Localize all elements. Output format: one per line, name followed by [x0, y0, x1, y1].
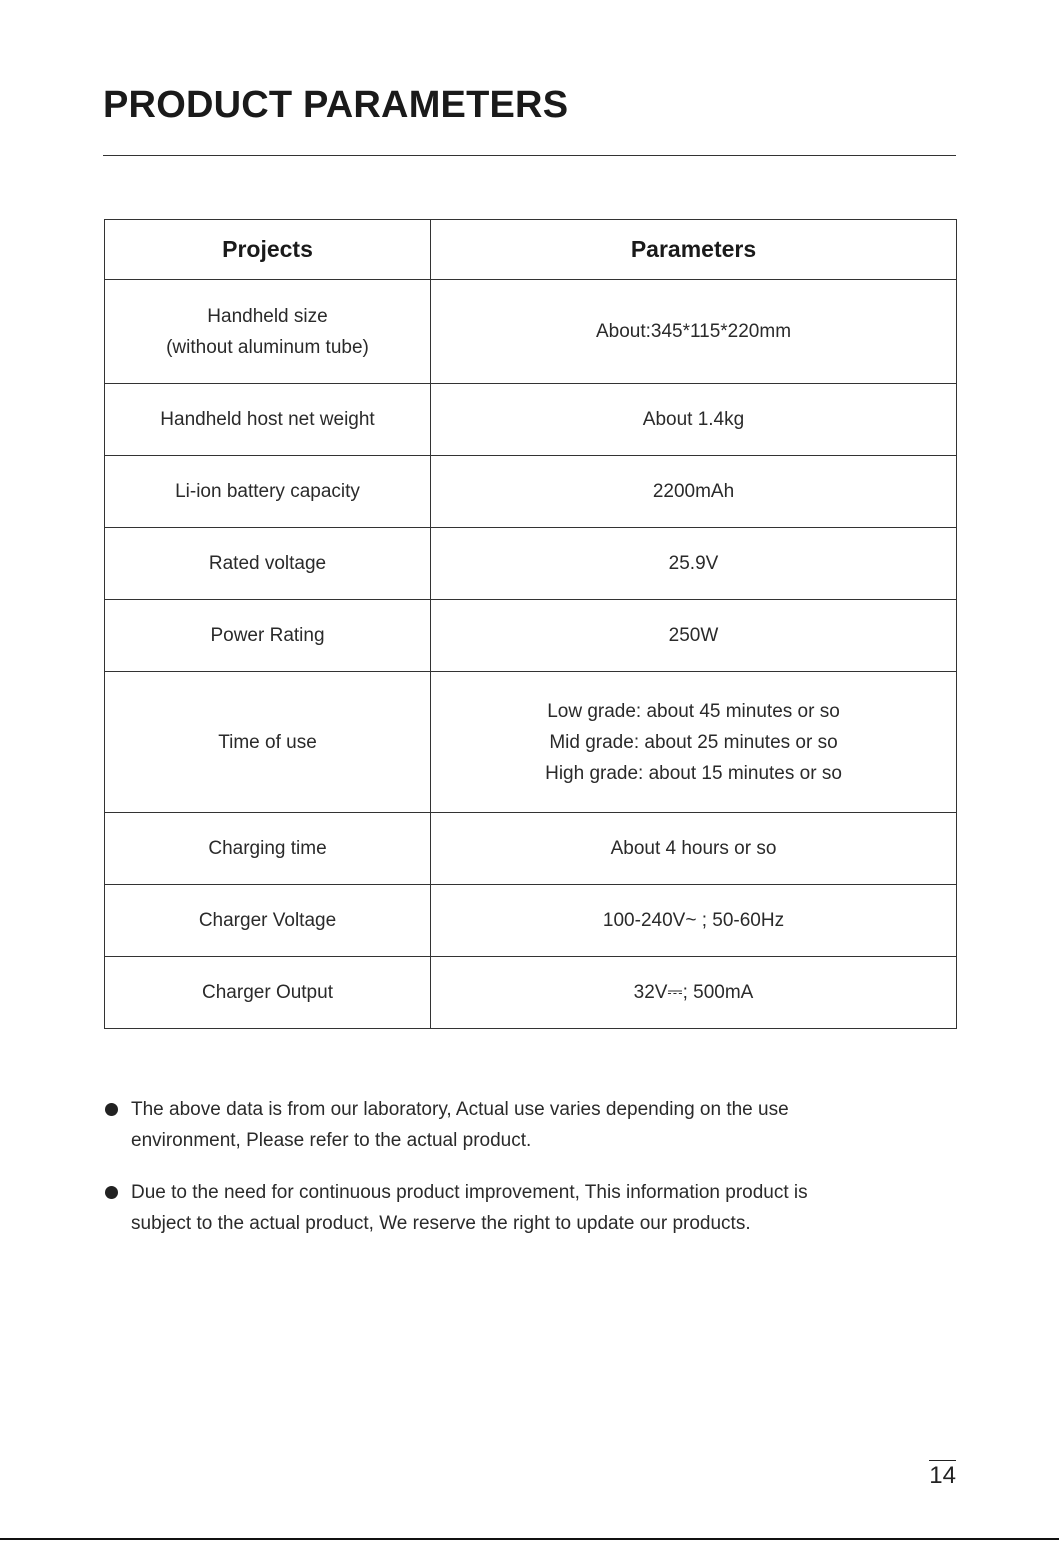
project-cell — [105, 813, 431, 885]
parameter-cell — [431, 813, 957, 885]
title-divider — [103, 155, 956, 156]
parameter-value: 250W — [668, 625, 719, 646]
parameter-cell — [431, 885, 957, 957]
bottom-divider — [0, 1538, 1059, 1540]
note-text: Due to the need for continuous product improvement, This information product is — [131, 1182, 808, 1203]
project-label: Charger Output — [202, 982, 333, 1003]
parameter-cell — [431, 280, 957, 384]
header-parameters: Parameters — [431, 220, 957, 280]
table-row — [105, 957, 957, 1029]
project-label: (without aluminum tube) — [166, 336, 369, 358]
table-row — [105, 528, 957, 600]
table-row — [105, 280, 957, 384]
project-label: Time of use — [218, 731, 317, 753]
page-title: PRODUCT PARAMETERS — [103, 84, 569, 126]
parameter-cell — [431, 957, 957, 1029]
parameter-value: About:345*115*220mm — [595, 321, 792, 342]
parameter-cell — [431, 600, 957, 672]
project-cell — [105, 600, 431, 672]
parameter-value: About 4 hours or so — [610, 838, 777, 859]
project-label: Rated voltage — [208, 553, 327, 574]
table-row — [105, 672, 957, 813]
bullet-dot-icon — [105, 1103, 118, 1116]
parameter-value: Mid grade: about 25 minutes or so — [549, 731, 838, 753]
parameter-cell — [431, 672, 957, 813]
parameter-cell — [431, 528, 957, 600]
project-cell — [105, 672, 431, 813]
project-label: Handheld host net weight — [160, 409, 375, 430]
parameters-table — [104, 219, 957, 1029]
table-row — [105, 384, 957, 456]
table-row — [105, 456, 957, 528]
project-cell — [105, 280, 431, 384]
note-text: environment, Please refer to the actual product. — [131, 1130, 532, 1151]
notes-list — [103, 1094, 923, 1260]
project-cell — [105, 885, 431, 957]
parameter-cell — [431, 456, 957, 528]
parameter-value: High grade: about 15 minutes or so — [545, 762, 842, 784]
note-item — [103, 1094, 923, 1156]
note-text: subject to the actual product, We reserve the right to update our products. — [131, 1213, 751, 1234]
page-number: 14 — [929, 1462, 956, 1489]
parameter-value: 2200mAh — [652, 481, 735, 502]
note-item — [103, 1177, 923, 1239]
parameter-value: About 1.4kg — [642, 409, 745, 430]
parameter-value: 100-240V~ ; 50-60Hz — [602, 910, 785, 931]
table-row — [105, 600, 957, 672]
note-text: The above data is from our laboratory, Actual use varies depending on the use — [131, 1099, 789, 1120]
parameter-value: Low grade: about 45 minutes or so — [547, 700, 840, 722]
parameter-cell — [431, 384, 957, 456]
parameter-value: 25.9V — [668, 553, 719, 574]
table-row — [105, 885, 957, 957]
project-label: Charger Voltage — [198, 910, 337, 931]
bullet-dot-icon — [105, 1186, 118, 1199]
project-cell — [105, 456, 431, 528]
table-header-row — [105, 220, 957, 280]
project-label: Handheld size — [207, 305, 328, 327]
header-projects: Projects — [105, 220, 431, 280]
project-label: Power Rating — [210, 625, 325, 646]
table-row — [105, 813, 957, 885]
project-label: Charging time — [208, 838, 327, 859]
project-cell — [105, 528, 431, 600]
parameter-value: 32V⎓; 500mA — [633, 982, 754, 1003]
project-label: Li-ion battery capacity — [175, 481, 360, 502]
project-cell — [105, 957, 431, 1029]
project-cell — [105, 384, 431, 456]
